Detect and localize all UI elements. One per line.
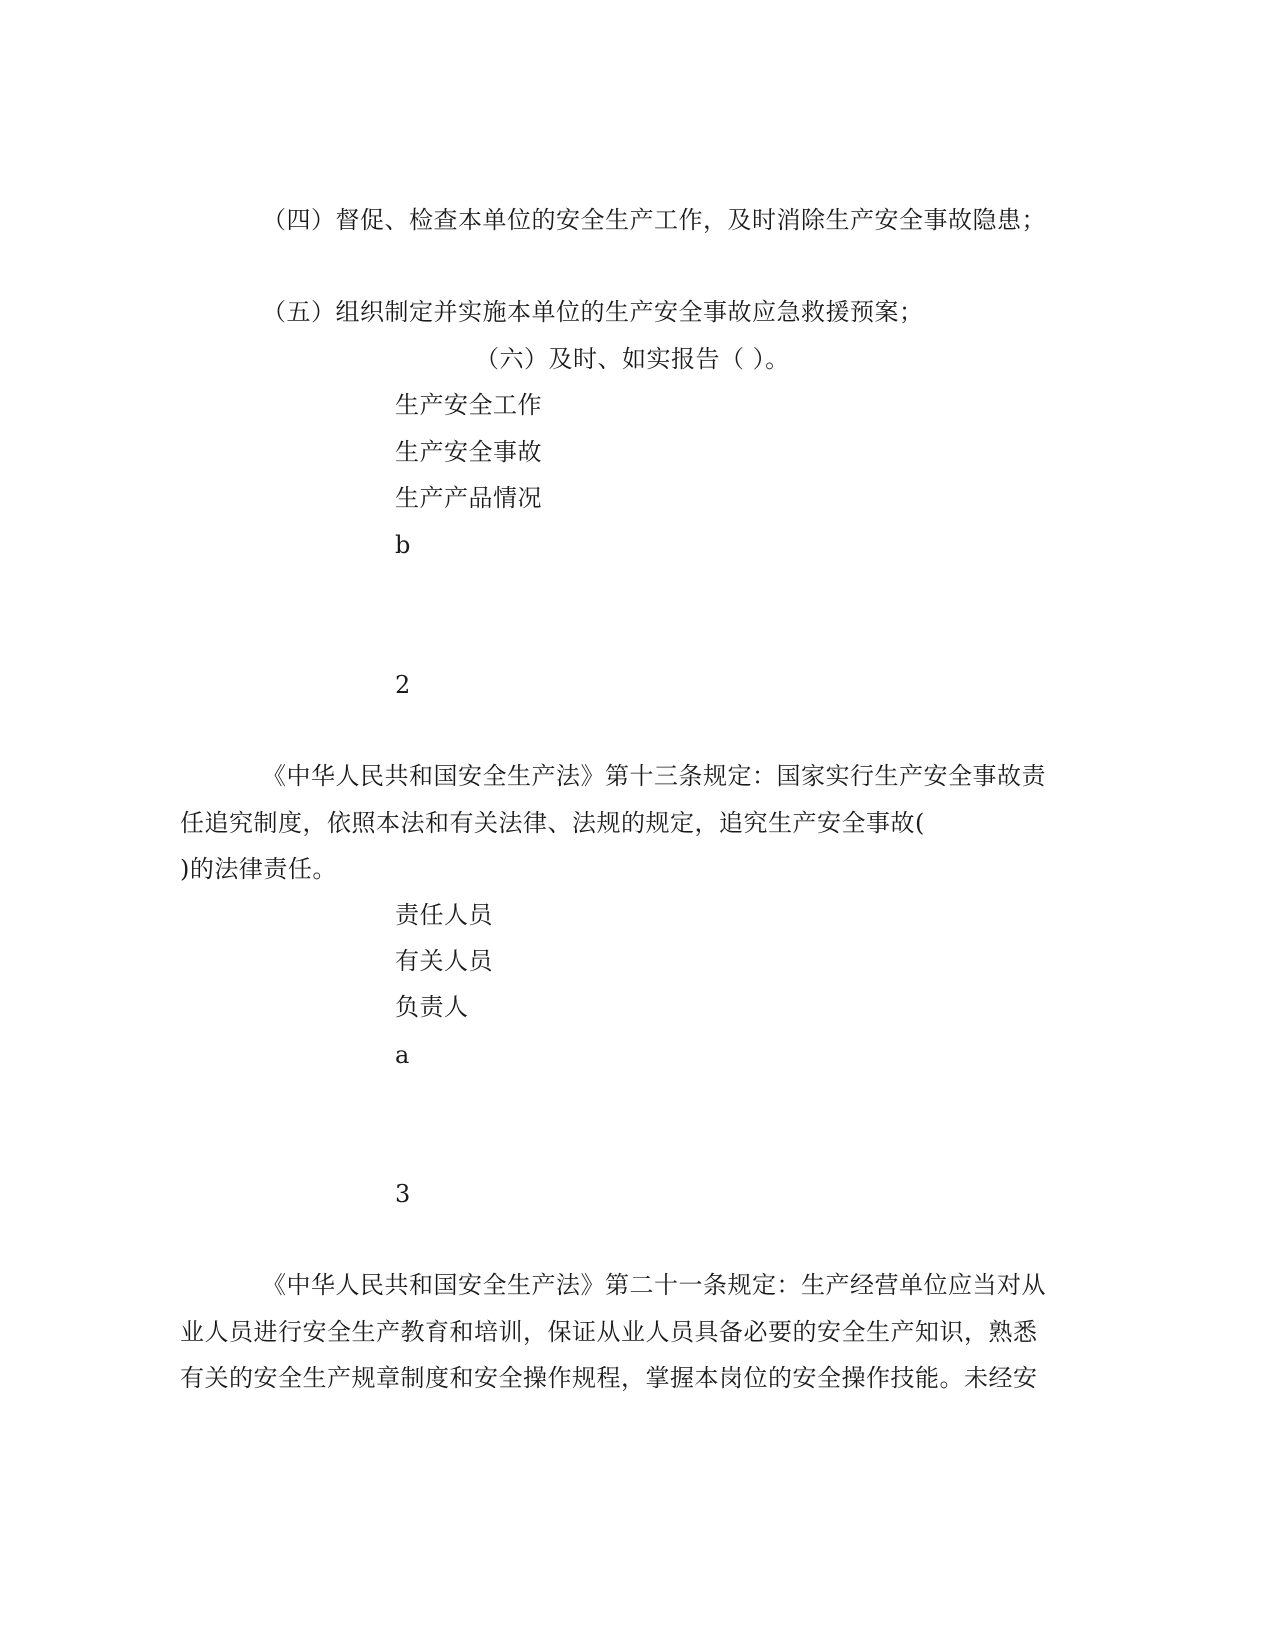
q3-number: 3 xyxy=(395,1180,411,1208)
q1-item-5: （五）组织制定并实施本单位的生产安全事故应急救援预案； xyxy=(262,298,924,326)
q1-option-b: 生产安全事故 xyxy=(395,438,542,466)
q2-text-line-3: )的法律责任。 xyxy=(180,855,337,883)
q2-option-a: 责任人员 xyxy=(395,901,493,929)
q2-text-line-1: 《中华人民共和国安全生产法》第十三条规定：国家实行生产安全事故责 xyxy=(262,762,1046,790)
q2-option-c: 负责人 xyxy=(395,993,469,1021)
q2-answer: a xyxy=(395,1041,410,1069)
q1-answer: b xyxy=(395,531,411,559)
q3-text-line-1: 《中华人民共和国安全生产法》第二十一条规定：生产经营单位应当对从 xyxy=(262,1271,1046,1299)
q1-option-a: 生产安全工作 xyxy=(395,391,542,419)
q2-option-b: 有关人员 xyxy=(395,947,493,975)
q2-number: 2 xyxy=(395,671,411,699)
q1-option-c: 生产产品情况 xyxy=(395,484,542,512)
q1-item-6: （六）及时、如实报告（ ）。 xyxy=(475,345,790,373)
q3-text-line-3: 有关的安全生产规章制度和安全操作规程，掌握本岗位的安全操作技能。未经安 xyxy=(180,1364,1038,1392)
q1-item-4: （四）督促、检查本单位的安全生产工作，及时消除生产安全事故隐患； xyxy=(262,206,1046,234)
q3-text-line-2: 业人员进行安全生产教育和培训，保证从业人员具备必要的安全生产知识，熟悉 xyxy=(180,1318,1038,1346)
q2-text-line-2: 任追究制度，依照本法和有关法律、法规的规定，追究生产安全事故( xyxy=(180,809,925,837)
